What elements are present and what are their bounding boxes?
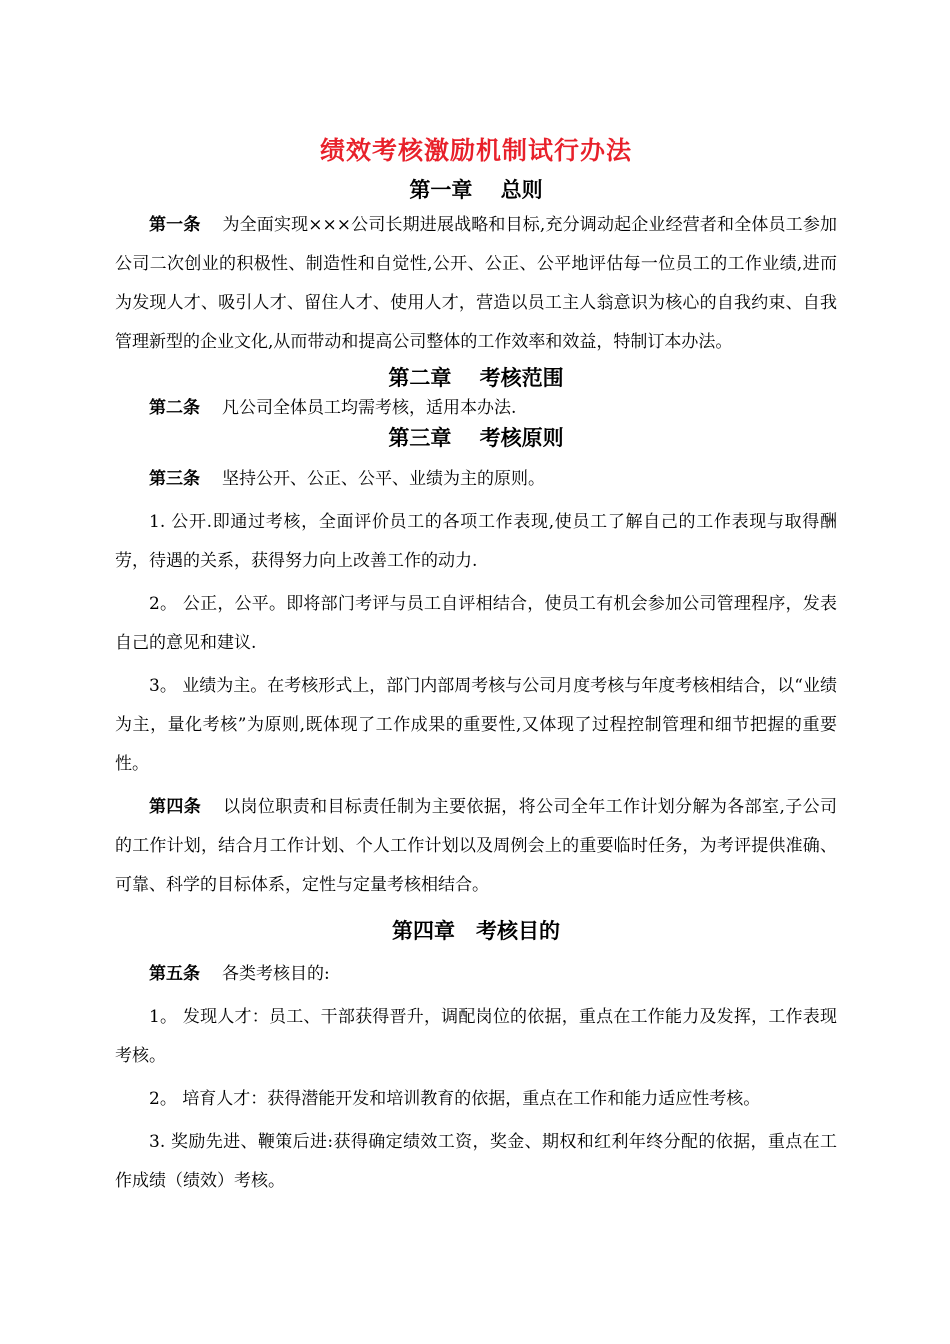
- article-4-text: 以岗位职责和目标责任制为主要依据，将公司全年工作计划分解为各部室,子公司的工作计划，结合月工作计划、个人工作计划以及周例会上的重要临时任务，为考评提供准确、可靠、科学的目标体系，定性与定量考核相结合。: [115, 797, 838, 895]
- article-4: [115, 788, 837, 905]
- article-2: [115, 394, 837, 422]
- article-3-label: 第三条: [149, 469, 200, 489]
- chapter-2-heading: 第二章 考核范围: [388, 366, 564, 390]
- document-title: 绩效考核激励机制试行办法: [319, 136, 632, 165]
- article-2-label: 第二条: [149, 398, 200, 418]
- article-1-label: 第一条: [149, 215, 201, 235]
- article-3-item-1: 1. 公开.即通过考核，全面评价员工的各项工作表现,使员工了解自己的工作表现与取得酬劳，待遇的关系，获得努力向上改善工作的动力.: [115, 512, 837, 571]
- article-5-item-2: 2。 培育人才：获得潜能开发和培训教育的依据，重点在工作和能力适应性考核。: [149, 1089, 761, 1109]
- chapter-1-heading: 第一章 总则: [409, 178, 543, 202]
- document-page: [115, 128, 837, 1201]
- article-5-text: 各类考核目的:: [222, 964, 330, 984]
- article-3-item-3: 3。 业绩为主。在考核形式上，部门内部周考核与公司月度考核与年度考核相结合，以“业绩为主，量化考核”为原则,既体现了工作成果的重要性,又体现了过程控制管理和细节把握的重要性。: [115, 676, 837, 774]
- article-5-label: 第五条: [149, 964, 200, 984]
- article-1-text: 为全面实现×××公司长期进展战略和目标,充分调动起企业经营者和全体员工参加公司二次创业的积极性、制造性和自觉性,公开、公正、公平地评估每一位员工的工作业绩,进而为发现人才、吸引人才、留住人才、使用人才，营造以员工主人翁意识为核心的自我约束、自我管理新型的企业文化,从而带动和提高公司整体的工作效率和效益，特制订本办法。: [115, 215, 838, 352]
- article-3: [115, 460, 837, 499]
- article-3-item-2: 2。 公正，公平。即将部门考评与员工自评相结合，使员工有机会参加公司管理程序，发表自己的意见和建议.: [115, 594, 837, 653]
- chapter-4-heading: 第四章 考核目的: [392, 919, 560, 943]
- article-5-item-1: 1。 发现人才：员工、干部获得晋升，调配岗位的依据，重点在工作能力及发挥，工作表现考核。: [115, 1007, 837, 1066]
- article-1: [115, 206, 837, 362]
- chapter-3-heading: 第三章 考核原则: [388, 426, 564, 450]
- article-3-text: 坚持公开、公正、公平、业绩为主的原则。: [222, 469, 545, 489]
- article-5: [115, 955, 837, 994]
- article-2-text: 凡公司全体员工均需考核，适用本办法.: [222, 398, 517, 418]
- article-4-label: 第四条: [149, 797, 202, 817]
- article-5-item-3: 3. 奖励先进、鞭策后进:获得确定绩效工资，奖金、期权和红利年终分配的依据，重点在工作成绩（绩效）考核。: [115, 1132, 837, 1191]
